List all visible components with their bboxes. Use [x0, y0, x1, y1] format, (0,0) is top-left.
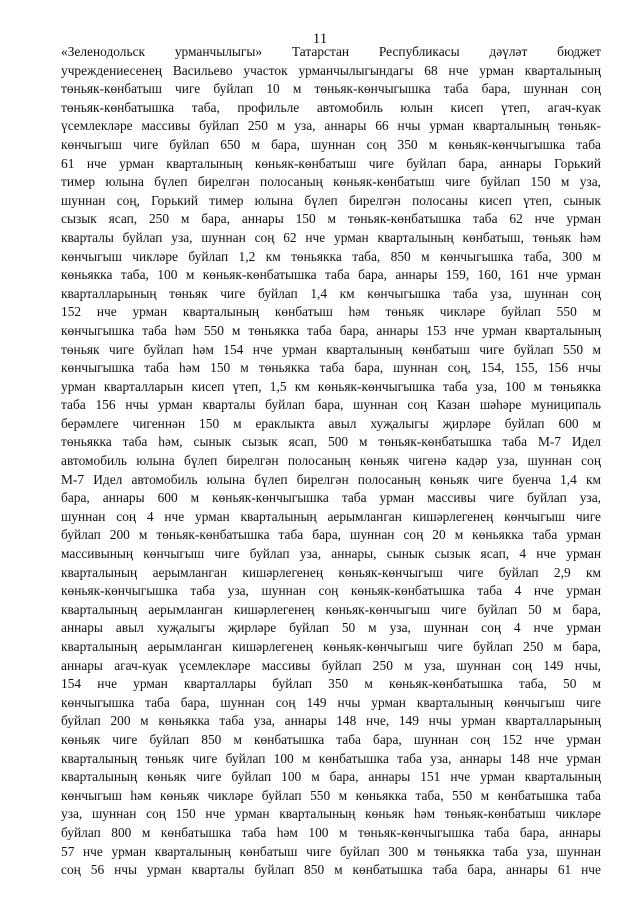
text-line: көньякка таба, 100 м көньяк-көнбатышка таба бара, аннары 159, 160, 161 нче урман — [61, 267, 601, 283]
text-line: аннары авыл хуҗалыгы җирләре буйлап 50 м уза, шуннан соң 4 нче урман — [61, 620, 601, 636]
text-line: кварталының көньяк чиге буйлап 100 м бара, аннары 151 нче урман кварталының — [61, 769, 601, 785]
text-line: урман кварталларын кисеп үтеп, 1,5 км көньяк-көнчыгышка таба уза, 100 м төньякка — [61, 378, 601, 394]
text-line: көньяк чиге буйлап 850 м көнбатышка таба бара, шуннан соң 152 нче урман — [61, 731, 601, 747]
text-line: массивының көнчыгыш чиге буйлап уза, аннары, сынык сызык ясап, 4 нче урман — [61, 546, 601, 562]
text-line: төньякка таба һәм, сынык сызык ясап, 500 м төньяк-көнбатышка таба М-7 Идел — [61, 434, 601, 450]
text-line: соң 56 нчы урман кварталы буйлап 850 м көнбатышка таба бара, аннары 61 нче — [61, 862, 601, 878]
text-line: кварталының аерымланган кишәрлегенең көньяк-көнчыгыш чиге буйлап 2,9 км — [61, 564, 601, 580]
text-line: учреждениесенең Васильево участок урманчылыгындагы 68 нче урман кварталының — [61, 62, 601, 78]
text-line: кварталларының төньяк чиге буйлап 1,4 км көнчыгышка таба уза, шуннан соң — [61, 285, 601, 301]
text-line: буйлап 200 м көньякка таба уза, аннары 148 нче, 149 нчы урман кварталларының — [61, 713, 601, 729]
text-line: көньяк-көнчыгышка таба уза, шуннан соң көньяк-көнбатышка таба 4 нче урман — [61, 583, 601, 599]
text-line: сызык ясап, 250 м бара, аннары 150 м төньяк-көнбатышка таба 62 нче урман — [61, 211, 601, 227]
text-line: берәмлеге чигеннән 150 м ераклыкта авыл хуҗалыгы җирләре буйлап 600 м — [61, 415, 601, 431]
text-line: кварталы буйлап уза, шуннан соң 62 нче урман кварталының көнбатыш, төньяк һәм — [61, 229, 601, 245]
text-line: кварталының төньяк чиге буйлап 100 м көнбатышка таба уза, аннары 148 нче урман — [61, 750, 601, 766]
text-line: 61 нче урман кварталының көньяк-көнбатыш чиге буйлап бара, аннары Горький — [61, 155, 601, 171]
text-line: төньяк-көнбатышка таба, профильле автомобиль юлын кисеп үтеп, агач-куак — [61, 99, 601, 115]
text-line: буйлап 800 м көнбатышка таба һәм 100 м төньяк-көнчыгышка таба бара, аннары — [61, 824, 601, 840]
text-line: төньяк-көнбатыш чиге буйлап 10 м төньяк-көнчыгышка таба бара, шуннан соң — [61, 81, 601, 97]
text-line: кварталының аерымланган кишәрлегенең көньяк-көнчыгыш чиге буйлап 250 м бара, — [61, 639, 601, 654]
text-line: көнчыгышка таба бара, шуннан соң 149 нчы урман кварталының көнчыгыш чиге — [61, 694, 601, 710]
text-line: көнчыгыш чиге буйлап 650 м бара, шуннан соң 350 м көньяк-көнчыгышка таба — [61, 136, 601, 152]
text-line: «Зеленодольск урманчылыгы» Татарстан Республикасы дәүләт бюджет — [61, 44, 601, 59]
text-line: уза, шуннан соң 150 нче урман кварталының көньяк һәм төньяк-көнбатыш чикләре — [61, 806, 601, 822]
text-line: аннары агач-куак үсемлекләре массивы буйлап 250 м уза, шуннан соң 149 нчы, — [61, 657, 601, 673]
text-line: буйлап 200 м төньяк-көнбатышка таба бара, шуннан соң 20 м көньякка таба урман — [61, 527, 601, 543]
text-line: кварталының аерымланган кишәрлегенең көньяк-көнчыгыш чиге буйлап 50 м бара, — [61, 601, 601, 617]
text-line: таба 156 нчы урман кварталы буйлап бара, шуннан соң Казан шәһәре муниципаль — [61, 397, 601, 413]
text-line: автомобиль юлына бүлеп бирелгән полосаның көньяк чигенә кадәр уза, шуннан соң — [61, 453, 601, 469]
text-line: 57 нче урман кварталының көнбатыш чиге буйлап 300 м төньякка таба уза, шуннан — [61, 843, 601, 859]
text-line: көнчыгышка таба һәм 550 м төньякка таба бара, аннары 153 нче урман кварталының — [61, 322, 601, 338]
text-line: көнчыгышка таба һәм 150 м төньякка таба бара, шуннан соң, 154, 155, 156 нчы — [61, 360, 601, 376]
text-line: көнчыгыш һәм көньяк чикләре буйлап 550 м көньякка таба, 550 м көнбатышка таба — [61, 787, 601, 803]
text-line: шуннан соң 4 нче урман кварталының аерымланган кишәрлегенең көнчыгыш чиге — [61, 508, 601, 524]
text-line: 154 нче урман кварталлары буйлап 350 м көньяк-көнбатышка таба, 50 м — [61, 676, 601, 692]
text-line: көнчыгыш чикләре буйлап 1,2 км төньякка таба, 850 м көнчыгышка таба, 300 м — [61, 248, 601, 264]
text-line: төньяк чиге буйлап һәм 154 нче урман кварталының көнбатыш чиге буйлап 550 м — [61, 341, 601, 357]
text-line: шуннан соң, Горький тимер юлына бүлеп бирелгән полосаны кисеп үтеп, сынык — [61, 192, 601, 208]
text-line: бара, аннары 600 м көньяк-көнчыгышка таба урман массивы чиге буйлап уза, — [61, 490, 601, 506]
page-number: 11 — [312, 31, 328, 47]
text-line: үсемлекләре массивы буйлап 250 м уза, аннары 66 нчы урман кварталының төньяк- — [61, 118, 601, 134]
text-line: М-7 Идел автомобиль юлына бүлеп бирелгән полосаның көньяк чиге буенча 1,4 км — [61, 471, 601, 487]
body-paragraph — [61, 43, 601, 880]
text-line: тимер юлына бүлеп бирелгән полосаның көньяк-көнбатыш чиге буйлап 150 м уза, — [61, 174, 601, 190]
text-line: 152 нче урман кварталының көнбатыш һәм төньяк чикләре буйлап 550 м — [61, 304, 601, 320]
